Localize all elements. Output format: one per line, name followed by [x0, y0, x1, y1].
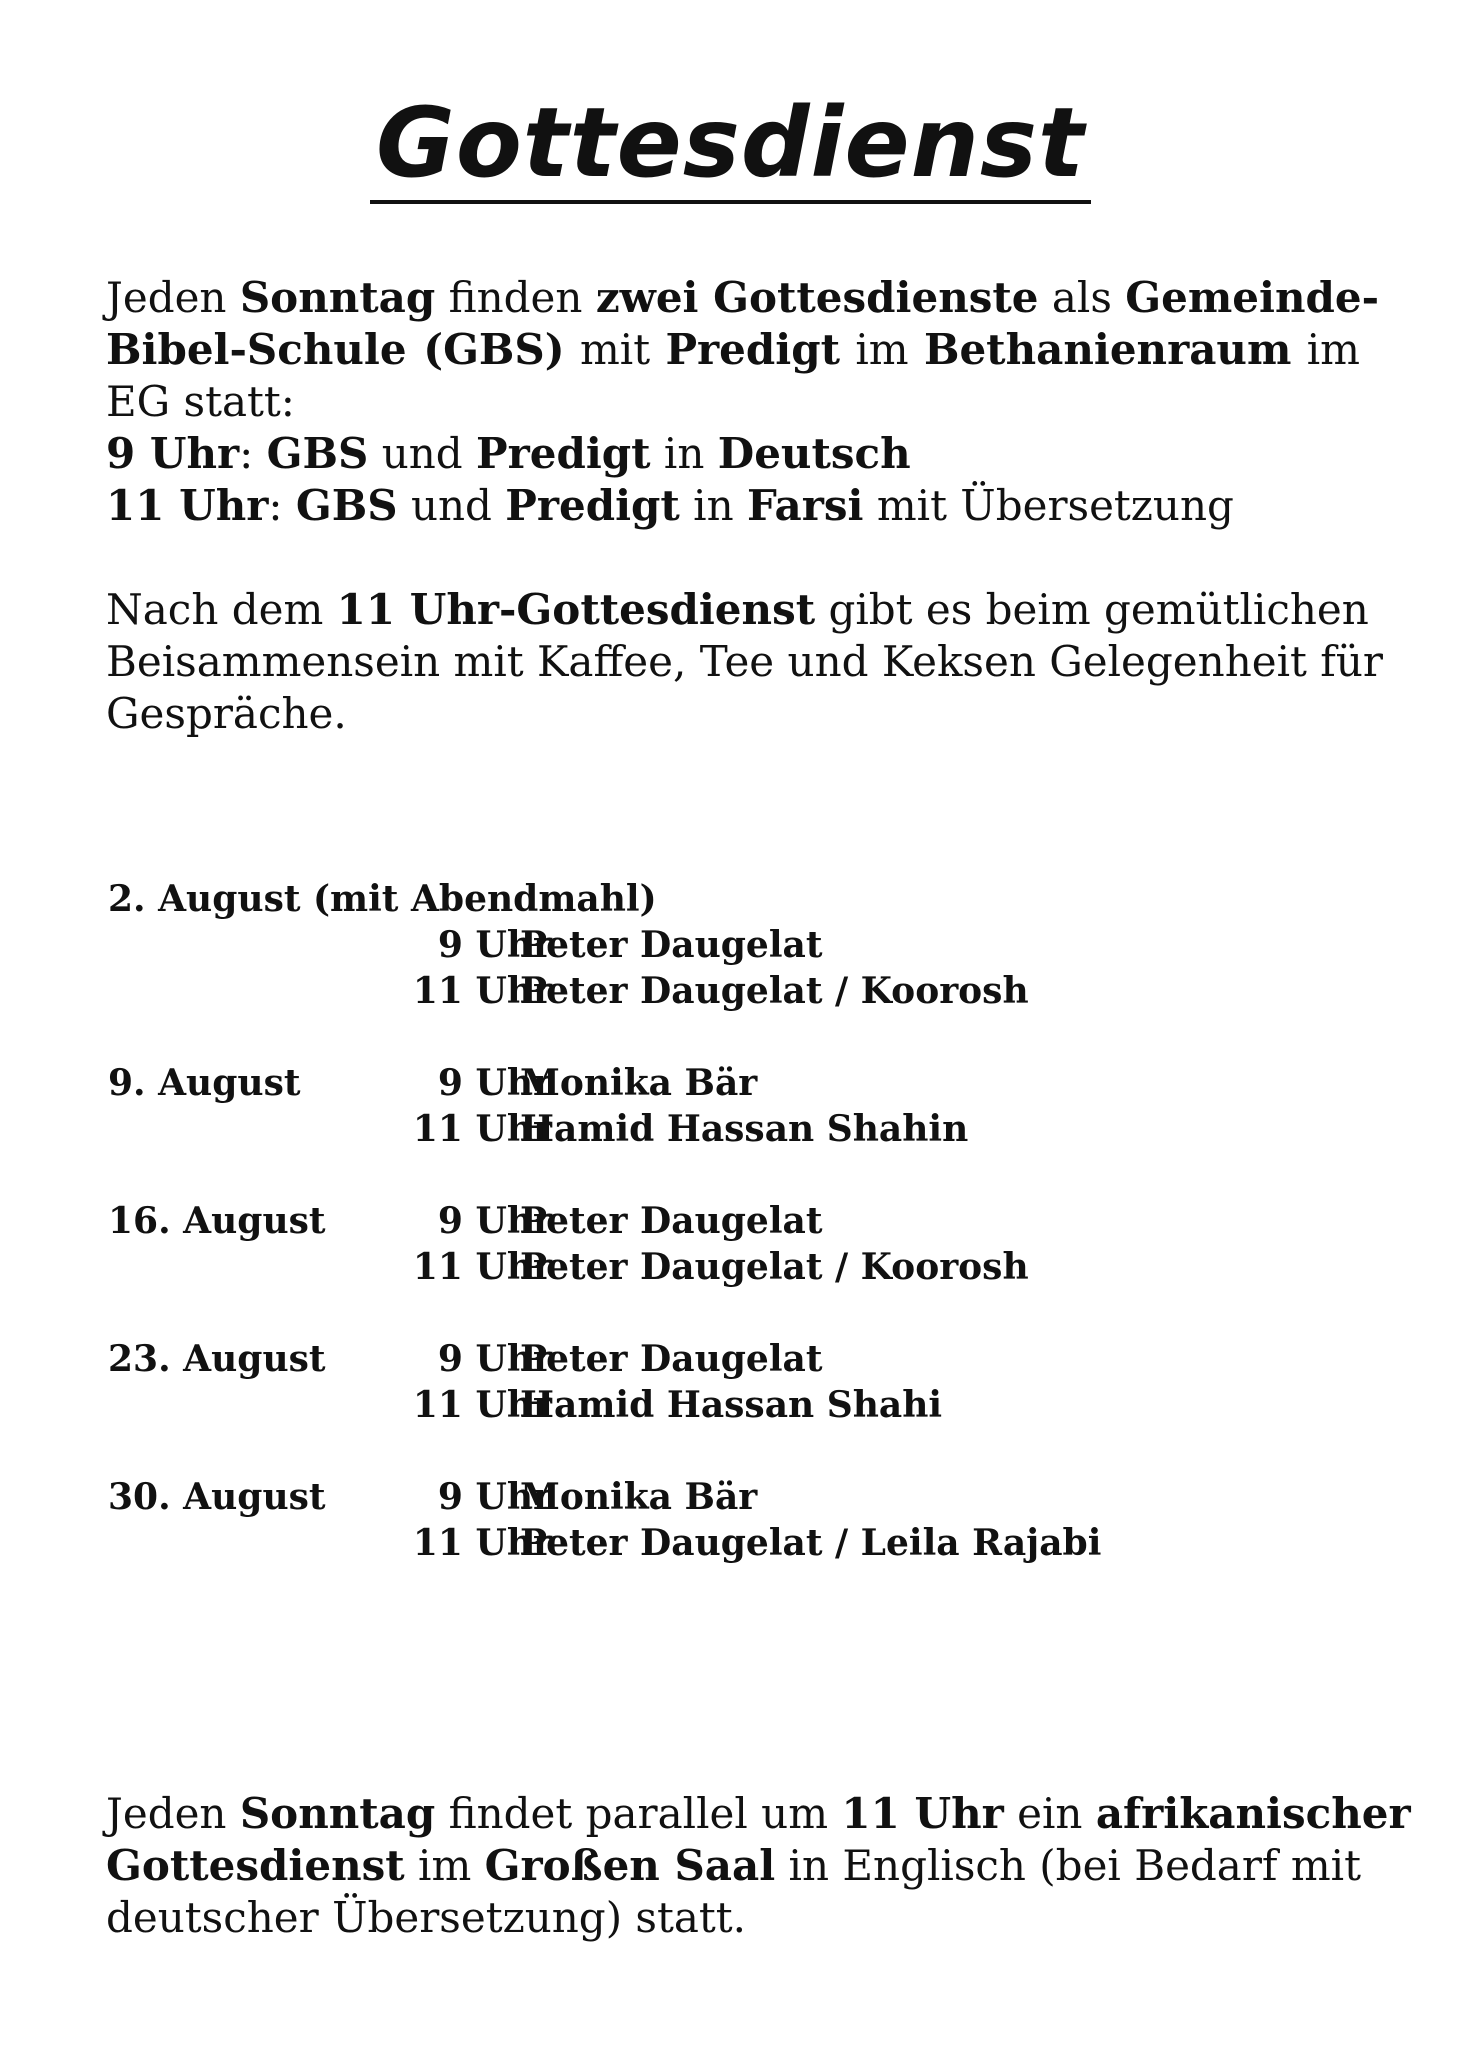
schedule-preacher: Peter Daugelat [520, 1200, 823, 1242]
schedule-row [108, 876, 1308, 922]
schedule-time: 9 Uhr [437, 924, 552, 966]
schedule-preacher: Monika Bär [520, 1062, 758, 1104]
intro-line-2: Bibel-Schule (GBS) mit Predigt im Bethanienraum im [106, 325, 1361, 374]
schedule-row [108, 1382, 1308, 1428]
fellowship-line-2: Beisammensein mit Kaffee, Tee und Keksen Gelegenheit für [106, 637, 1383, 686]
service-11-uhr: 11 Uhr: GBS und Predigt in Farsi mit Übersetzung [106, 481, 1234, 530]
schedule-date: 16. August [108, 1200, 326, 1242]
schedule-time: 11 Uhr [412, 1108, 552, 1150]
african-line-2: Gottesdienst im Großen Saal in Englisch (bei Bedarf mit [106, 1841, 1361, 1890]
schedule-time: 9 Uhr [437, 1200, 552, 1242]
african-line-1: Jeden Sonntag findet parallel um 11 Uhr ein afrikanischer [106, 1789, 1411, 1838]
schedule-row [108, 922, 1308, 968]
intro-paragraph [106, 272, 1380, 532]
schedule-time: 9 Uhr [437, 1338, 552, 1380]
schedule-row [108, 1244, 1308, 1290]
schedule-time: 9 Uhr [437, 1062, 552, 1104]
schedule-preacher: Peter Daugelat [520, 1338, 823, 1380]
schedule-time: 9 Uhr [437, 1476, 552, 1518]
schedule-row [108, 1060, 1308, 1106]
fellowship-line-1: Nach dem 11 Uhr-Gottesdienst gibt es beim gemütlichen [106, 585, 1369, 634]
schedule-row [108, 1106, 1308, 1152]
schedule-row [108, 1198, 1308, 1244]
african-line-3: deutscher Übersetzung) statt. [106, 1893, 747, 1942]
schedule-preacher: Monika Bär [520, 1476, 758, 1518]
schedule-row [108, 968, 1308, 1014]
schedule-time: 11 Uhr [412, 970, 552, 1012]
schedule-preacher: Peter Daugelat [520, 924, 823, 966]
schedule-preacher: Peter Daugelat / Koorosh [520, 1246, 1029, 1288]
schedule-row [108, 1336, 1308, 1382]
schedule-row [108, 1520, 1308, 1566]
intro-line-1: Jeden Sonntag finden zwei Gottesdienste als Gemeinde- [106, 273, 1380, 322]
service-9-uhr: 9 Uhr: GBS und Predigt in Deutsch [106, 429, 911, 478]
schedule-preacher: Hamid Hassan Shahin [520, 1108, 969, 1150]
schedule-preacher: Peter Daugelat / Leila Rajabi [520, 1522, 1102, 1564]
page-title [0, 88, 1461, 204]
schedule-date: 23. August [108, 1338, 326, 1380]
fellowship-line-3: Gespräche. [106, 689, 347, 738]
schedule-time: 11 Uhr [412, 1522, 552, 1564]
schedule-date: 2. August (mit Abendmahl) [108, 878, 657, 920]
schedule-row [108, 1474, 1308, 1520]
schedule-preacher: Hamid Hassan Shahi [520, 1384, 943, 1426]
service-schedule [108, 876, 1308, 1566]
schedule-time: 11 Uhr [412, 1246, 552, 1288]
schedule-date: 30. August [108, 1476, 326, 1518]
schedule-date: 9. August [108, 1062, 301, 1104]
african-service-paragraph [106, 1788, 1411, 1944]
schedule-preacher: Peter Daugelat / Koorosh [520, 970, 1029, 1012]
fellowship-paragraph [106, 584, 1383, 740]
schedule-time: 11 Uhr [412, 1384, 552, 1426]
page-title-text: Gottesdienst [370, 88, 1091, 204]
intro-line-3: EG statt: [106, 377, 295, 426]
